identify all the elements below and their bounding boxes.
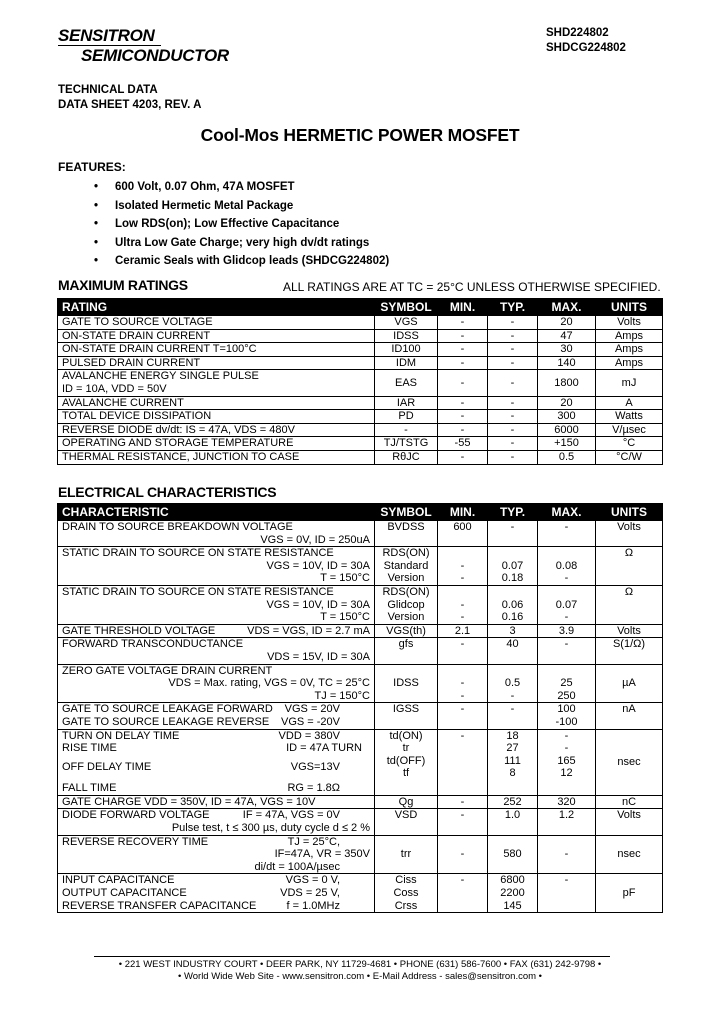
table-row: [58, 809, 663, 835]
min-cell: -: [438, 370, 488, 396]
units-cell: nA: [596, 703, 663, 729]
symbol-cell: IDSS: [375, 329, 438, 343]
max-cell: 300: [538, 410, 596, 424]
rating-cell: OPERATING AND STORAGE TEMPERATURE: [58, 437, 375, 451]
col-header: UNITS: [596, 299, 663, 316]
table-row: [58, 356, 663, 370]
table-row: [58, 423, 663, 437]
characteristic-cell: DIODE FORWARD VOLTAGE IF = 47A, VGS = 0V Pulse test, t ≤ 300 µs, duty cycle d ≤ 2 %: [58, 809, 375, 835]
electrical-table: [57, 503, 663, 913]
footer-divider: [94, 956, 610, 957]
symbol-cell: IDSS: [375, 664, 438, 703]
max-cell: 0.5: [538, 450, 596, 464]
min-cell: 2.1: [438, 624, 488, 638]
typ-cell: 3: [488, 624, 538, 638]
typ-cell: -: [488, 423, 538, 437]
rating-cell: TOTAL DEVICE DISSIPATION: [58, 410, 375, 424]
footer-address: • 221 WEST INDUSTRY COURT • DEER PARK, NY 11729-4681 • PHONE (631) 586-7600 • FAX (631) 242-9798 •: [118, 959, 602, 970]
units-cell: Watts: [596, 410, 663, 424]
col-header: TYP.: [488, 299, 538, 316]
typ-cell: -: [488, 410, 538, 424]
units-cell: Volts: [596, 316, 663, 330]
page-title: Cool-Mos HERMETIC POWER MOSFET: [200, 125, 520, 145]
bullet: •: [94, 199, 99, 212]
table-row: [58, 410, 663, 424]
typ-cell: -: [488, 343, 538, 357]
units-cell: Amps: [596, 343, 663, 357]
max-cell: -: [538, 874, 596, 913]
min-cell: -: [438, 396, 488, 410]
max-cell: 30: [538, 343, 596, 357]
min-cell: -: [438, 835, 488, 874]
table-header-row: [58, 504, 663, 521]
company-logo: [58, 26, 229, 65]
table-row: [58, 437, 663, 451]
min-cell: -: [438, 809, 488, 835]
units-cell: Ω: [596, 585, 663, 624]
table-row: [58, 664, 663, 703]
min-cell: -: [438, 450, 488, 464]
characteristic-cell: REVERSE RECOVERY TIME TJ = 25°C, IF=47A, VR = 350V di/dt = 100A/µsec: [58, 835, 375, 874]
symbol-cell: trr: [375, 835, 438, 874]
data-sheet-label: DATA SHEET 4203, REV. A: [58, 99, 202, 111]
footer-contact: • World Wide Web Site - www.sensitron.com • E-Mail Address - sales@sensitron.com •: [177, 971, 543, 982]
symbol-cell: PD: [375, 410, 438, 424]
max-cell: 0.07 -: [538, 585, 596, 624]
min-cell: - -: [438, 664, 488, 703]
characteristic-cell: ZERO GATE VOLTAGE DRAIN CURRENT VDS = Max. rating, VGS = 0V, TC = 25°C TJ = 150°C: [58, 664, 375, 703]
max-ratings-table: [57, 298, 663, 465]
typ-cell: 0.5 -: [488, 664, 538, 703]
symbol-cell: -: [375, 423, 438, 437]
typ-cell: -: [488, 703, 538, 729]
symbol-cell: ID100: [375, 343, 438, 357]
characteristic-cell: GATE CHARGE VDD = 350V, ID = 47A, VGS = 10V: [58, 795, 375, 809]
table-row: [58, 316, 663, 330]
max-cell: -: [538, 835, 596, 874]
min-cell: -: [438, 423, 488, 437]
table-row: [58, 343, 663, 357]
characteristic-cell: GATE TO SOURCE LEAKAGE FORWARD VGS = 20V GATE TO SOURCE LEAKAGE REVERSE VGS = -20V: [58, 703, 375, 729]
characteristic-cell: FORWARD TRANSCONDUCTANCE VDS = 15V, ID = 30A: [58, 638, 375, 664]
symbol-cell: VGS: [375, 316, 438, 330]
col-header: RATING: [58, 299, 375, 316]
units-cell: nsec: [596, 729, 663, 795]
feature-item: • Ceramic Seals with Glidcop leads (SHDCG224802): [94, 252, 389, 271]
rating-cell: ON-STATE DRAIN CURRENT T=100°C: [58, 343, 375, 357]
min-cell: -: [438, 703, 488, 729]
units-cell: Volts: [596, 809, 663, 835]
rating-cell: THERMAL RESISTANCE, JUNCTION TO CASE: [58, 450, 375, 464]
units-cell: °C: [596, 437, 663, 451]
characteristic-cell: GATE THRESHOLD VOLTAGE VDS = VGS, ID = 2.7 mA: [58, 624, 375, 638]
max-cell: 3.9: [538, 624, 596, 638]
typ-cell: 40: [488, 638, 538, 664]
min-cell: -: [438, 795, 488, 809]
bullet: •: [94, 255, 99, 268]
feature-item: • Isolated Hermetic Metal Package: [94, 197, 389, 216]
symbol-cell: IDM: [375, 356, 438, 370]
characteristic-cell: INPUT CAPACITANCE VGS = 0 V, OUTPUT CAPACITANCE VDS = 25 V, REVERSE TRANSFER CAPACITANCE f = 1.0MHz: [58, 874, 375, 913]
min-cell: -: [438, 329, 488, 343]
table-row: [58, 521, 663, 547]
characteristic-cell: STATIC DRAIN TO SOURCE ON STATE RESISTANCE VGS = 10V, ID = 30A T = 150°C: [58, 547, 375, 586]
typ-cell: -: [488, 396, 538, 410]
max-cell: +150: [538, 437, 596, 451]
max-cell: -: [538, 638, 596, 664]
table-row: [58, 624, 663, 638]
symbol-cell: RDS(ON) Standard Version: [375, 547, 438, 586]
typ-cell: -: [488, 316, 538, 330]
min-cell: -: [438, 729, 488, 795]
max-cell: 25 250: [538, 664, 596, 703]
units-cell: pF: [596, 874, 663, 913]
table-row: [58, 874, 663, 913]
units-cell: µA: [596, 664, 663, 703]
max-cell: - - 165 12: [538, 729, 596, 795]
table-row: [58, 835, 663, 874]
symbol-cell: VSD: [375, 809, 438, 835]
features-list: [94, 178, 389, 271]
rating-cell: GATE TO SOURCE VOLTAGE: [58, 316, 375, 330]
bullet: •: [94, 181, 99, 193]
rating-cell: ON-STATE DRAIN CURRENT: [58, 329, 375, 343]
min-cell: -: [438, 356, 488, 370]
units-cell: Volts: [596, 521, 663, 547]
col-header: CHARACTERISTIC: [58, 504, 375, 521]
characteristic-cell: DRAIN TO SOURCE BREAKDOWN VOLTAGE VGS = 0V, ID = 250uA: [58, 521, 375, 547]
typ-cell: -: [488, 450, 538, 464]
table-row: [58, 703, 663, 729]
typ-cell: 0.06 0.16: [488, 585, 538, 624]
electrical-heading: ELECTRICAL CHARACTERISTICS: [58, 484, 277, 500]
feature-item: • Low RDS(on); Low Effective Capacitance: [94, 215, 389, 234]
typ-cell: -: [488, 370, 538, 396]
units-cell: Ω: [596, 547, 663, 586]
units-cell: S(1/Ω): [596, 638, 663, 664]
min-cell: -55: [438, 437, 488, 451]
symbol-cell: RDS(ON) Glidcop Version: [375, 585, 438, 624]
max-cell: 1800: [538, 370, 596, 396]
symbol-cell: RθJC: [375, 450, 438, 464]
part-number-2: SHDCG224802: [546, 42, 626, 54]
features-heading: FEATURES:: [58, 160, 126, 174]
feature-item: • 600 Volt, 0.07 Ohm, 47A MOSFET: [94, 178, 389, 197]
part-number-1: SHD224802: [546, 27, 609, 39]
col-header: SYMBOL: [375, 504, 438, 521]
symbol-cell: gfs: [375, 638, 438, 664]
table-row: [58, 585, 663, 624]
typ-cell: 6800 2200 145: [488, 874, 538, 913]
symbol-cell: Qg: [375, 795, 438, 809]
rating-cell: PULSED DRAIN CURRENT: [58, 356, 375, 370]
max-cell: -: [538, 521, 596, 547]
document-info: [58, 83, 201, 113]
characteristic-cell: TURN ON DELAY TIME VDD = 380V RISE TIME ID = 47A TURN OFF DELAY TIME VGS=13V FALL TIME RG = 1.8Ω: [58, 729, 375, 795]
min-cell: -: [438, 874, 488, 913]
symbol-cell: td(ON) tr td(OFF) tf: [375, 729, 438, 795]
max-cell: 100 -100: [538, 703, 596, 729]
table-row: [58, 638, 663, 664]
table-row: [58, 370, 663, 396]
table-header-row: [58, 299, 663, 316]
table-row: [58, 450, 663, 464]
typ-cell: 1.0: [488, 809, 538, 835]
max-cell: 140: [538, 356, 596, 370]
table-row: [58, 729, 663, 795]
typ-cell: -: [488, 356, 538, 370]
max-ratings-heading: MAXIMUM RATINGS: [58, 277, 188, 293]
typ-cell: -: [488, 437, 538, 451]
units-cell: °C/W: [596, 450, 663, 464]
feature-item: • Ultra Low Gate Charge; very high dv/dt ratings: [94, 234, 389, 253]
col-header: UNITS: [596, 504, 663, 521]
symbol-cell: IGSS: [375, 703, 438, 729]
max-cell: 47: [538, 329, 596, 343]
max-cell: 20: [538, 316, 596, 330]
symbol-cell: EAS: [375, 370, 438, 396]
max-cell: 1.2: [538, 809, 596, 835]
symbol-cell: BVDSS: [375, 521, 438, 547]
min-cell: 600: [438, 521, 488, 547]
units-cell: V/µsec: [596, 423, 663, 437]
col-header: TYP.: [488, 504, 538, 521]
bullet: •: [94, 236, 99, 249]
col-header: MIN.: [438, 299, 488, 316]
table-row: [58, 329, 663, 343]
rating-cell: AVALANCHE CURRENT: [58, 396, 375, 410]
min-cell: - -: [438, 547, 488, 586]
characteristic-cell: STATIC DRAIN TO SOURCE ON STATE RESISTANCE VGS = 10V, ID = 30A T = 150°C: [58, 585, 375, 624]
part-numbers: [546, 26, 626, 56]
logo-line-2: SEMICONDUCTOR: [81, 46, 229, 65]
typ-cell: 0.07 0.18: [488, 547, 538, 586]
symbol-cell: Ciss Coss Crss: [375, 874, 438, 913]
bullet: •: [94, 218, 99, 231]
max-cell: 20: [538, 396, 596, 410]
symbol-cell: IAR: [375, 396, 438, 410]
units-cell: A: [596, 396, 663, 410]
units-cell: Volts: [596, 624, 663, 638]
min-cell: -: [438, 316, 488, 330]
rating-cell: REVERSE DIODE dv/dt: IS = 47A, VDS = 480V: [58, 423, 375, 437]
typ-cell: -: [488, 329, 538, 343]
units-cell: Amps: [596, 329, 663, 343]
min-cell: - -: [438, 585, 488, 624]
max-cell: 0.08 -: [538, 547, 596, 586]
max-ratings-note: ALL RATINGS ARE AT TC = 25°C UNLESS OTHERWISE SPECIFIED.: [283, 280, 661, 294]
symbol-cell: VGS(th): [375, 624, 438, 638]
units-cell: nC: [596, 795, 663, 809]
col-header: MAX.: [538, 299, 596, 316]
table-row: [58, 795, 663, 809]
max-cell: 320: [538, 795, 596, 809]
units-cell: mJ: [596, 370, 663, 396]
rating-cell: AVALANCHE ENERGY SINGLE PULSE ID = 10A, VDD = 50V: [58, 370, 375, 396]
col-header: SYMBOL: [375, 299, 438, 316]
symbol-cell: TJ/TSTG: [375, 437, 438, 451]
min-cell: -: [438, 410, 488, 424]
min-cell: -: [438, 343, 488, 357]
units-cell: Amps: [596, 356, 663, 370]
table-row: [58, 547, 663, 586]
min-cell: -: [438, 638, 488, 664]
table-row: [58, 396, 663, 410]
technical-data-label: TECHNICAL DATA: [58, 84, 158, 96]
typ-cell: 580: [488, 835, 538, 874]
units-cell: nsec: [596, 835, 663, 874]
col-header: MIN.: [438, 504, 488, 521]
typ-cell: 18 27 111 8: [488, 729, 538, 795]
typ-cell: 252: [488, 795, 538, 809]
logo-line-1: SENSITRON: [58, 26, 161, 46]
max-cell: 6000: [538, 423, 596, 437]
col-header: MAX.: [538, 504, 596, 521]
typ-cell: -: [488, 521, 538, 547]
